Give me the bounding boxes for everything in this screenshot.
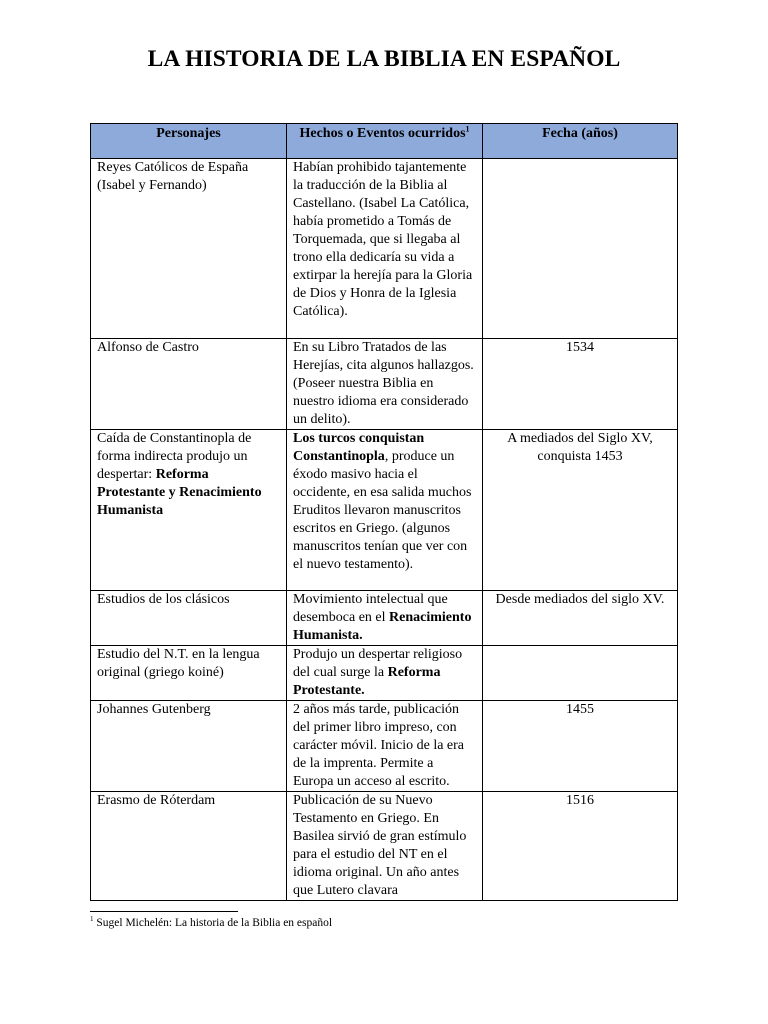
cell-fecha: A mediados del Siglo XV, conquista 1453	[483, 430, 678, 591]
cell-hechos-text: , produce un éxodo masivo hacia el occidente, en esa salida muchos Eruditos llevaron manuscritos escritos en Griego. (algunos manuscritos tenían que ver con el nuevo testamento).	[293, 449, 472, 572]
document-title: LA HISTORIA DE LA BIBLIA EN ESPAÑOL	[147, 46, 621, 72]
cell-hechos	[287, 591, 483, 646]
cell-hechos-bold: Renacimiento Humanista.	[293, 610, 472, 643]
cell-hechos-text: Movimiento intelectual que desemboca en el	[293, 592, 448, 625]
cell-hechos	[287, 430, 483, 591]
header-fecha: Fecha (años)	[483, 124, 678, 159]
cell-hechos: 2 años más tarde, publicación del primer libro impreso, con carácter móvil. Inicio de la era de la imprenta. Permite a Europa un acceso al escrito.	[287, 701, 483, 792]
table-row	[91, 792, 678, 901]
cell-personaje	[91, 430, 287, 591]
cell-fecha: Desde mediados del siglo XV.	[483, 591, 678, 646]
cell-personaje: Erasmo de Róterdam	[91, 792, 287, 901]
table-header-row	[91, 124, 678, 159]
header-personajes: Personajes	[91, 124, 287, 159]
footnote-text: Sugel Michelén: La historia de la Biblia en español	[96, 917, 333, 929]
cell-hechos	[287, 646, 483, 701]
cell-fecha: 1516	[483, 792, 678, 901]
cell-fecha: 1534	[483, 339, 678, 430]
footnote-mark: 1	[90, 915, 94, 924]
cell-personaje: Estudio del N.T. en la lengua original (griego koiné)	[91, 646, 287, 701]
footnote-reference: 1	[465, 124, 470, 134]
history-table	[90, 123, 678, 901]
cell-personaje: Reyes Católicos de España (Isabel y Fernando)	[91, 159, 287, 339]
cell-personaje: Alfonso de Castro	[91, 339, 287, 430]
table-row	[91, 339, 678, 430]
cell-fecha	[483, 159, 678, 339]
table-row	[91, 701, 678, 792]
cell-hechos: En su Libro Tratados de las Herejías, cita algunos hallazgos. (Poseer nuestra Biblia en nuestro idioma era considerado un delito).	[287, 339, 483, 430]
header-hechos-label: Hechos o Eventos ocurridos	[299, 126, 466, 141]
cell-personaje-bold: Reforma Protestante y Renacimiento Humanista	[97, 467, 262, 518]
cell-hechos-bold: Reforma Protestante.	[293, 665, 441, 698]
cell-fecha: 1455	[483, 701, 678, 792]
table-row	[91, 159, 678, 339]
table-row	[91, 646, 678, 701]
cell-hechos: Publicación de su Nuevo Testamento en Griego. En Basilea sirvió de gran estímulo para el estudio del NT en el idioma original. Un año antes que Lutero clavara	[287, 792, 483, 901]
cell-hechos-bold: Los turcos conquistan Constantinopla	[293, 431, 425, 464]
footnote	[90, 916, 332, 930]
cell-personaje: Estudios de los clásicos	[91, 591, 287, 646]
header-hechos	[287, 124, 483, 159]
table-row	[91, 430, 678, 591]
cell-fecha	[483, 646, 678, 701]
footnote-separator	[90, 911, 238, 912]
cell-hechos-text: Produjo un despertar religioso del cual surge la	[293, 647, 463, 680]
cell-hechos: Habían prohibido tajantemente la traducción de la Biblia al Castellano. (Isabel La Católica, había prometido a Tomás de Torquemada, que si llegaba al trono ella dedicaría su vida a extirpar la herejía para la Gloria de Dios y Honra de la Iglesia Católica).	[287, 159, 483, 339]
cell-personaje-text: Caída de Constantinopla de forma indirecta produjo un despertar:	[97, 431, 252, 482]
table-row	[91, 591, 678, 646]
cell-personaje: Johannes Gutenberg	[91, 701, 287, 792]
